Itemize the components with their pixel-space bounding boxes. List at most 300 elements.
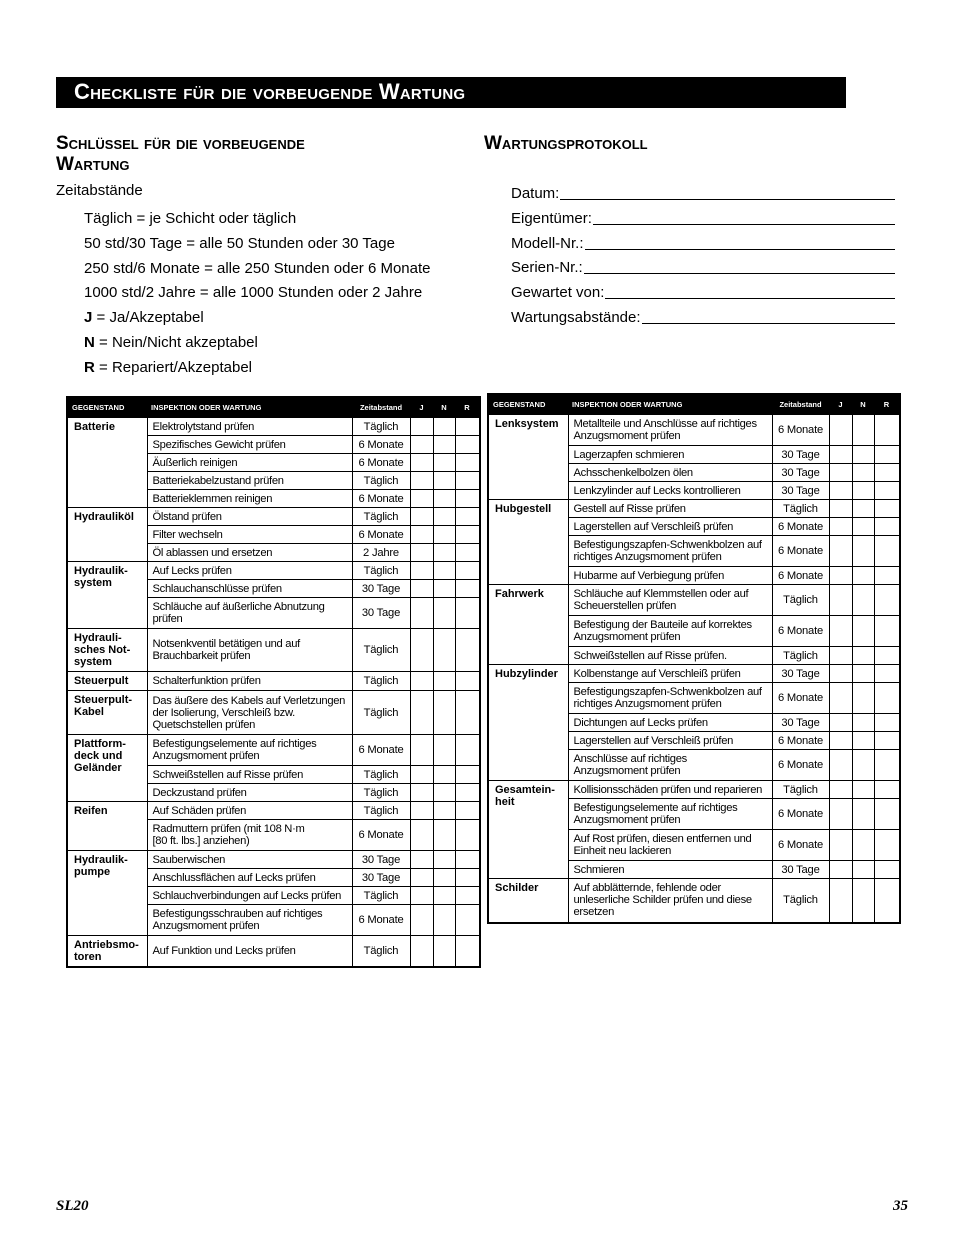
task-cell: Auf Rost prüfen, diesen entfernen und Einheit neu lackieren <box>568 830 772 861</box>
task-cell: Hubarme auf Verbiegung prüfen <box>568 567 772 585</box>
interval-cell: Täglich <box>352 418 410 436</box>
check-cell-r[interactable] <box>874 482 900 500</box>
check-cell-n[interactable] <box>433 526 455 544</box>
header-n: N <box>852 394 874 415</box>
check-cell-n[interactable] <box>852 482 874 500</box>
check-cell-n[interactable] <box>433 598 455 629</box>
check-cell-n[interactable] <box>852 830 874 861</box>
check-cell-n[interactable] <box>852 647 874 665</box>
interval-cell: 30 Tage <box>772 861 829 879</box>
check-cell-n[interactable] <box>852 585 874 616</box>
table-row <box>67 562 480 580</box>
interval-cell: 6 Monate <box>772 750 829 781</box>
check-cell-n[interactable] <box>433 629 455 672</box>
task-cell: Sauberwischen <box>147 851 352 869</box>
check-cell-n[interactable] <box>433 820 455 851</box>
table-row <box>488 585 900 616</box>
task-cell: Radmuttern prüfen (mit 108 N·m [80 ft. lbs.] anziehen) <box>147 820 352 851</box>
task-cell: Schmieren <box>568 861 772 879</box>
checklist-table-right <box>487 393 901 924</box>
blank-line[interactable] <box>560 185 895 200</box>
key-line: R = Repariert/Akzeptabel <box>84 358 253 376</box>
check-cell-j[interactable] <box>829 446 852 464</box>
check-cell-j[interactable] <box>410 691 433 735</box>
check-cell-j[interactable] <box>829 567 852 585</box>
check-cell-r[interactable] <box>455 544 480 562</box>
key-list <box>84 210 431 384</box>
check-cell-j[interactable] <box>410 629 433 672</box>
check-cell-j[interactable] <box>410 851 433 869</box>
check-cell-n[interactable] <box>433 905 455 936</box>
check-cell-n[interactable] <box>852 732 874 750</box>
check-cell-j[interactable] <box>829 536 852 567</box>
item-cell: Hydrauli- sches Not- system <box>67 629 147 672</box>
log-field-model[interactable]: Modell-Nr.: <box>511 235 895 260</box>
task-cell: Schweißstellen auf Risse prüfen <box>147 766 352 784</box>
check-cell-r[interactable] <box>874 714 900 732</box>
item-cell: Hubgestell <box>488 500 568 585</box>
check-cell-r[interactable] <box>874 415 900 446</box>
header-inspection: INSPEKTION ODER WARTUNG <box>147 397 352 418</box>
check-cell-j[interactable] <box>829 647 852 665</box>
interval-cell: 6 Monate <box>772 732 829 750</box>
task-cell: Deckzustand prüfen <box>147 784 352 802</box>
check-cell-j[interactable] <box>829 799 852 830</box>
key-line: 50 std/30 Tage = alle 50 Stunden oder 30 Tage <box>84 234 395 252</box>
interval-cell: 30 Tage <box>352 869 410 887</box>
check-cell-n[interactable] <box>852 536 874 567</box>
checklist-table-left <box>66 396 481 968</box>
interval-cell: Täglich <box>352 562 410 580</box>
item-cell: Steuerpult- Kabel <box>67 691 147 735</box>
log-field-serial[interactable]: Serien-Nr.: <box>511 259 895 284</box>
check-cell-j[interactable] <box>829 500 852 518</box>
check-cell-r[interactable] <box>455 820 480 851</box>
header-interval: Zeitabstand <box>772 394 829 415</box>
check-cell-j[interactable] <box>410 454 433 472</box>
check-cell-r[interactable] <box>874 781 900 799</box>
item-cell: Batterie <box>67 418 147 508</box>
check-cell-n[interactable] <box>433 691 455 735</box>
task-cell: Befestigungszapfen-Schwenkbolzen auf richtiges Anzugsmoment prüfen <box>568 683 772 714</box>
check-cell-j[interactable] <box>829 464 852 482</box>
header-item: GEGENSTAND <box>488 394 568 415</box>
interval-cell: 30 Tage <box>772 446 829 464</box>
check-cell-n[interactable] <box>852 750 874 781</box>
check-cell-r[interactable] <box>455 490 480 508</box>
interval-cell: 6 Monate <box>352 436 410 454</box>
log-fields <box>511 185 895 334</box>
check-cell-j[interactable] <box>829 683 852 714</box>
check-cell-j[interactable] <box>410 418 433 436</box>
interval-cell: Täglich <box>352 936 410 968</box>
interval-cell: Täglich <box>352 508 410 526</box>
check-cell-j[interactable] <box>410 672 433 691</box>
table-row <box>67 418 480 436</box>
interval-cell: 30 Tage <box>772 482 829 500</box>
table-row <box>67 672 480 691</box>
check-cell-j[interactable] <box>410 436 433 454</box>
check-cell-n[interactable] <box>433 418 455 436</box>
interval-cell: 6 Monate <box>772 799 829 830</box>
task-cell: Achsschenkelbolzen ölen <box>568 464 772 482</box>
task-cell: Filter wechseln <box>147 526 352 544</box>
check-cell-n[interactable] <box>433 851 455 869</box>
check-cell-j[interactable] <box>410 526 433 544</box>
key-line: Täglich = je Schicht oder täglich <box>84 210 297 227</box>
check-cell-j[interactable] <box>829 781 852 799</box>
check-cell-j[interactable] <box>829 879 852 923</box>
interval-cell: 6 Monate <box>772 415 829 446</box>
interval-cell: Täglich <box>352 887 410 905</box>
task-cell: Schalterfunktion prüfen <box>147 672 352 691</box>
check-cell-j[interactable] <box>410 820 433 851</box>
item-cell: Reifen <box>67 802 147 851</box>
check-cell-r[interactable] <box>874 683 900 714</box>
item-cell: Fahrwerk <box>488 585 568 665</box>
log-field-date[interactable]: Datum: <box>511 185 895 210</box>
check-cell-j[interactable] <box>829 750 852 781</box>
check-cell-r[interactable] <box>874 567 900 585</box>
check-cell-r[interactable] <box>455 802 480 820</box>
key-subheading: Zeitabstände <box>56 182 143 199</box>
item-cell: Plattform- deck und Geländer <box>67 735 147 802</box>
check-cell-n[interactable] <box>433 735 455 766</box>
check-cell-j[interactable] <box>829 732 852 750</box>
check-cell-n[interactable] <box>433 454 455 472</box>
check-cell-r[interactable] <box>874 665 900 683</box>
check-cell-r[interactable] <box>874 830 900 861</box>
check-cell-j[interactable] <box>410 472 433 490</box>
interval-cell: Täglich <box>352 766 410 784</box>
interval-cell: 30 Tage <box>772 665 829 683</box>
table-row <box>67 802 480 820</box>
task-cell: Äußerlich reinigen <box>147 454 352 472</box>
task-cell: Auf Schäden prüfen <box>147 802 352 820</box>
interval-cell: Täglich <box>352 802 410 820</box>
item-cell: Steuerpult <box>67 672 147 691</box>
check-cell-r[interactable] <box>874 879 900 923</box>
check-cell-j[interactable] <box>829 714 852 732</box>
check-cell-n[interactable] <box>852 446 874 464</box>
item-cell: Schilder <box>488 879 568 923</box>
task-cell: Dichtungen auf Lecks prüfen <box>568 714 772 732</box>
table-row <box>488 781 900 799</box>
interval-cell: Täglich <box>352 672 410 691</box>
check-cell-n[interactable] <box>433 672 455 691</box>
check-cell-j[interactable] <box>410 544 433 562</box>
item-cell: Hydraulik- pumpe <box>67 851 147 936</box>
key-line: J = Ja/Akzeptabel <box>84 309 204 327</box>
check-cell-n[interactable] <box>433 436 455 454</box>
table-row <box>488 879 900 923</box>
check-cell-r[interactable] <box>455 418 480 436</box>
check-cell-n[interactable] <box>852 781 874 799</box>
check-cell-n[interactable] <box>852 799 874 830</box>
task-cell: Befestigungselemente auf richtiges Anzugsmoment prüfen <box>568 799 772 830</box>
check-cell-r[interactable] <box>455 784 480 802</box>
check-cell-r[interactable] <box>874 536 900 567</box>
interval-cell: Täglich <box>352 472 410 490</box>
check-cell-r[interactable] <box>455 436 480 454</box>
check-cell-j[interactable] <box>410 905 433 936</box>
interval-cell: 30 Tage <box>352 598 410 629</box>
header-j: J <box>829 394 852 415</box>
check-cell-r[interactable] <box>874 464 900 482</box>
check-cell-n[interactable] <box>852 861 874 879</box>
check-cell-r[interactable] <box>874 500 900 518</box>
check-cell-j[interactable] <box>410 490 433 508</box>
check-cell-r[interactable] <box>455 851 480 869</box>
table-row <box>67 936 480 968</box>
title-bar <box>56 77 846 108</box>
check-cell-j[interactable] <box>829 518 852 536</box>
header-item: GEGENSTAND <box>67 397 147 418</box>
check-cell-j[interactable] <box>410 887 433 905</box>
interval-cell: 6 Monate <box>352 820 410 851</box>
check-cell-r[interactable] <box>874 518 900 536</box>
key-heading <box>56 133 436 175</box>
blank-line[interactable] <box>585 235 895 250</box>
check-cell-r[interactable] <box>455 869 480 887</box>
task-cell: Lagerzapfen schmieren <box>568 446 772 464</box>
task-cell: Das äußere des Kabels auf Verletzungen der Isolierung, Verschleiß bzw. Quetschstellen prüfen <box>147 691 352 735</box>
task-cell: Auf Funktion und Lecks prüfen <box>147 936 352 968</box>
task-cell: Notsenkventil betätigen und auf Brauchbarkeit prüfen <box>147 629 352 672</box>
check-cell-j[interactable] <box>410 869 433 887</box>
check-cell-j[interactable] <box>829 665 852 683</box>
key-line: 250 std/6 Monate = alle 250 Stunden oder 6 Monate <box>84 259 431 277</box>
check-cell-n[interactable] <box>433 472 455 490</box>
task-cell: Metallteile und Anschlüsse auf richtiges Anzugsmoment prüfen <box>568 415 772 446</box>
header-r: R <box>874 394 900 415</box>
interval-cell: 30 Tage <box>352 580 410 598</box>
check-cell-n[interactable] <box>852 616 874 647</box>
check-cell-j[interactable] <box>829 861 852 879</box>
task-cell: Ölstand prüfen <box>147 508 352 526</box>
interval-cell: 6 Monate <box>772 683 829 714</box>
check-cell-r[interactable] <box>874 732 900 750</box>
interval-cell: Täglich <box>772 647 829 665</box>
check-cell-j[interactable] <box>410 508 433 526</box>
log-field-owner[interactable]: Eigentümer: <box>511 210 895 235</box>
check-cell-j[interactable] <box>410 766 433 784</box>
interval-cell: Täglich <box>772 500 829 518</box>
blank-line[interactable] <box>593 210 895 225</box>
check-cell-j[interactable] <box>410 936 433 968</box>
table-row <box>488 415 900 446</box>
item-cell: Gesamtein- heit <box>488 781 568 879</box>
page-number: 35 <box>893 1198 908 1214</box>
check-cell-r[interactable] <box>455 905 480 936</box>
item-cell: Hydraulik- system <box>67 562 147 629</box>
check-cell-n[interactable] <box>852 714 874 732</box>
interval-cell: 6 Monate <box>772 518 829 536</box>
check-cell-r[interactable] <box>455 735 480 766</box>
task-cell: Spezifisches Gewicht prüfen <box>147 436 352 454</box>
interval-cell: 30 Tage <box>772 464 829 482</box>
check-cell-n[interactable] <box>433 887 455 905</box>
log-field-serviced-by[interactable]: Gewartet von: <box>511 284 895 309</box>
key-line: 1000 std/2 Jahre = alle 1000 Stunden oder 2 Jahre <box>84 284 423 302</box>
check-cell-j[interactable] <box>829 830 852 861</box>
header-interval: Zeitabstand <box>352 397 410 418</box>
task-cell: Anschlussflächen auf Lecks prüfen <box>147 869 352 887</box>
interval-cell: Täglich <box>352 691 410 735</box>
checklist-body-right <box>488 415 900 923</box>
task-cell: Schläuche auf äußerliche Abnutzung prüfen <box>147 598 352 629</box>
check-cell-n[interactable] <box>852 518 874 536</box>
interval-cell: 6 Monate <box>352 454 410 472</box>
check-cell-r[interactable] <box>455 526 480 544</box>
blank-line[interactable] <box>605 284 895 299</box>
key-heading-line1: Schlüssel für die vorbeugende <box>56 133 305 154</box>
task-cell: Befestigungselemente auf richtiges Anzugsmoment prüfen <box>147 735 352 766</box>
interval-cell: 6 Monate <box>352 526 410 544</box>
interval-cell: Täglich <box>772 585 829 616</box>
interval-cell: Täglich <box>352 629 410 672</box>
check-cell-r[interactable] <box>874 585 900 616</box>
task-cell: Lagerstellen auf Verschleiß prüfen <box>568 732 772 750</box>
log-field-intervals[interactable]: Wartungsabstände: <box>511 309 895 334</box>
check-cell-r[interactable] <box>874 647 900 665</box>
check-cell-r[interactable] <box>874 616 900 647</box>
task-cell: Elektrolytstand prüfen <box>147 418 352 436</box>
interval-cell: 6 Monate <box>772 536 829 567</box>
check-cell-n[interactable] <box>852 567 874 585</box>
header-n: N <box>433 397 455 418</box>
check-cell-n[interactable] <box>433 766 455 784</box>
task-cell: Anschlüsse auf richtiges Anzugsmoment prüfen <box>568 750 772 781</box>
check-cell-r[interactable] <box>874 861 900 879</box>
check-cell-r[interactable] <box>455 472 480 490</box>
check-cell-r[interactable] <box>455 887 480 905</box>
key-heading-line2: Wartung <box>56 154 130 175</box>
check-cell-j[interactable] <box>829 415 852 446</box>
check-cell-r[interactable] <box>874 446 900 464</box>
task-cell: Befestigungszapfen-Schwenkbolzen auf richtiges Anzugsmoment prüfen <box>568 536 772 567</box>
check-cell-j[interactable] <box>410 735 433 766</box>
check-cell-n[interactable] <box>433 936 455 968</box>
task-cell: Gestell auf Risse prüfen <box>568 500 772 518</box>
check-cell-r[interactable] <box>455 580 480 598</box>
check-cell-j[interactable] <box>829 482 852 500</box>
check-cell-n[interactable] <box>433 784 455 802</box>
check-cell-n[interactable] <box>852 464 874 482</box>
interval-cell: 6 Monate <box>352 735 410 766</box>
check-cell-n[interactable] <box>433 490 455 508</box>
check-cell-r[interactable] <box>874 799 900 830</box>
task-cell: Befestigung der Bauteile auf korrektes Anzugsmoment prüfen <box>568 616 772 647</box>
check-cell-n[interactable] <box>433 508 455 526</box>
interval-cell: 6 Monate <box>772 830 829 861</box>
check-cell-r[interactable] <box>455 672 480 691</box>
footer-model: SL20 <box>56 1198 89 1214</box>
interval-cell: 6 Monate <box>772 567 829 585</box>
header-j: J <box>410 397 433 418</box>
check-cell-r[interactable] <box>455 562 480 580</box>
task-cell: Kollisionsschäden prüfen und reparieren <box>568 781 772 799</box>
task-cell: Auf Lecks prüfen <box>147 562 352 580</box>
blank-line[interactable] <box>584 259 895 274</box>
item-cell: Lenksystem <box>488 415 568 500</box>
check-cell-j[interactable] <box>410 598 433 629</box>
header-inspection: INSPEKTION ODER WARTUNG <box>568 394 772 415</box>
task-cell: Batterieklemmen reinigen <box>147 490 352 508</box>
interval-cell: Täglich <box>772 879 829 923</box>
header-r: R <box>455 397 480 418</box>
check-cell-r[interactable] <box>455 936 480 968</box>
interval-cell: 6 Monate <box>352 490 410 508</box>
check-cell-n[interactable] <box>852 500 874 518</box>
check-cell-r[interactable] <box>455 766 480 784</box>
check-cell-n[interactable] <box>433 562 455 580</box>
interval-cell: 2 Jahre <box>352 544 410 562</box>
task-cell: Batteriekabelzustand prüfen <box>147 472 352 490</box>
check-cell-n[interactable] <box>433 869 455 887</box>
check-cell-n[interactable] <box>852 683 874 714</box>
item-cell: Hydrauliköl <box>67 508 147 562</box>
interval-cell: Täglich <box>352 784 410 802</box>
interval-cell: 30 Tage <box>352 851 410 869</box>
task-cell: Schläuche auf Klemmstellen oder auf Scheuerstellen prüfen <box>568 585 772 616</box>
check-cell-j[interactable] <box>829 616 852 647</box>
table-row <box>67 629 480 672</box>
log-heading: Wartungsprotokoll <box>484 133 648 154</box>
check-cell-n[interactable] <box>852 879 874 923</box>
task-cell: Lenkzylinder auf Lecks kontrollieren <box>568 482 772 500</box>
task-cell: Kolbenstange auf Verschleiß prüfen <box>568 665 772 683</box>
interval-cell: 6 Monate <box>352 905 410 936</box>
task-cell: Auf abblätternde, fehlende oder unleserliche Schilder prüfen und diese ersetzen <box>568 879 772 923</box>
task-cell: Lagerstellen auf Verschleiß prüfen <box>568 518 772 536</box>
check-cell-n[interactable] <box>852 415 874 446</box>
check-cell-j[interactable] <box>410 784 433 802</box>
item-cell: Antriebsmo- toren <box>67 936 147 968</box>
check-cell-n[interactable] <box>433 802 455 820</box>
task-cell: Schweißstellen auf Risse prüfen. <box>568 647 772 665</box>
table-row <box>488 500 900 518</box>
check-cell-n[interactable] <box>433 580 455 598</box>
check-cell-n[interactable] <box>852 665 874 683</box>
task-cell: Schlauchanschlüsse prüfen <box>147 580 352 598</box>
check-cell-r[interactable] <box>455 598 480 629</box>
check-cell-r[interactable] <box>455 454 480 472</box>
table-row <box>67 851 480 869</box>
check-cell-r[interactable] <box>455 691 480 735</box>
check-cell-n[interactable] <box>433 544 455 562</box>
key-line: N = Nein/Nicht akzeptabel <box>84 333 258 351</box>
check-cell-r[interactable] <box>455 629 480 672</box>
page-title: Checkliste für die vorbeugende Wartung <box>74 79 466 104</box>
task-cell: Befestigungsschrauben auf richtiges Anzugsmoment prüfen <box>147 905 352 936</box>
interval-cell: 6 Monate <box>772 616 829 647</box>
check-cell-j[interactable] <box>410 580 433 598</box>
table-row <box>67 508 480 526</box>
check-cell-j[interactable] <box>410 562 433 580</box>
table-row <box>488 665 900 683</box>
interval-cell: Täglich <box>772 781 829 799</box>
blank-line[interactable] <box>642 309 895 324</box>
check-cell-r[interactable] <box>455 508 480 526</box>
check-cell-j[interactable] <box>829 585 852 616</box>
check-cell-j[interactable] <box>410 802 433 820</box>
checklist-body-left <box>67 418 480 968</box>
task-cell: Schlauchverbindungen auf Lecks prüfen <box>147 887 352 905</box>
check-cell-r[interactable] <box>874 750 900 781</box>
item-cell: Hubzylinder <box>488 665 568 781</box>
table-row <box>67 691 480 735</box>
